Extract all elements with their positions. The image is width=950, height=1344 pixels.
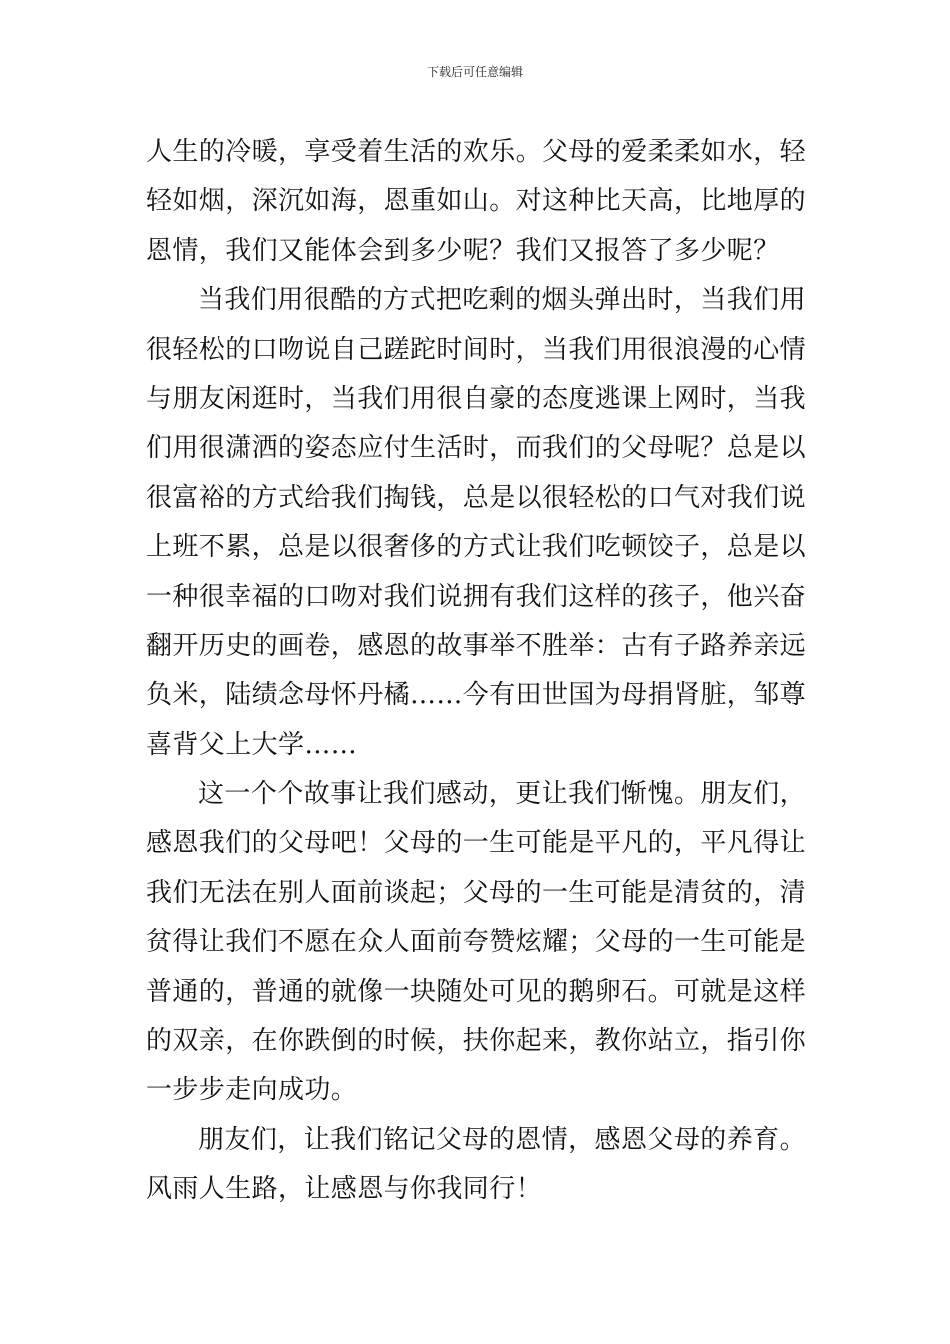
text-line: 负米，陆绩念母怀丹橘……今有田世国为母捐肾脏，邹尊 bbox=[146, 680, 807, 711]
document-body bbox=[146, 128, 806, 1215]
text-line: 风雨人生路，让感恩与你我同行！ bbox=[146, 1174, 543, 1205]
text-line: 人生的冷暖，享受着生活的欢乐。父母的爱柔柔如水，轻 bbox=[146, 137, 807, 167]
text-line: 我们无法在别人面前谈起；父母的一生可能是清贫的，清 bbox=[146, 877, 807, 908]
text-line: 当我们用很酷的方式把吃剩的烟头弹出时，当我们用 bbox=[198, 285, 806, 316]
page-header: 下载后可任意编辑 bbox=[426, 65, 523, 79]
text-line: 一步步走向成功。 bbox=[146, 1075, 358, 1106]
text-line: 翻开历史的画卷，感恩的故事举不胜举：古有子路养亲远 bbox=[146, 630, 807, 661]
text-line: 一种很幸福的口吻对我们说拥有我们这样的孩子，他兴奋 bbox=[146, 581, 807, 612]
text-line: 喜背父上大学…… bbox=[146, 729, 358, 760]
text-line: 与朋友闲逛时，当我们用很自豪的态度逃课上网时，当我 bbox=[146, 383, 807, 414]
text-line: 普通的，普通的就像一块随处可见的鹅卵石。可就是这样 bbox=[146, 976, 807, 1007]
text-line: 上班不累，总是以很奢侈的方式让我们吃顿饺子，总是以 bbox=[146, 532, 807, 563]
text-line: 贫得让我们不愿在众人面前夸赞炫耀；父母的一生可能是 bbox=[146, 927, 807, 958]
text-line: 轻如烟，深沉如海，恩重如山。对这种比天高，比地厚的 bbox=[146, 186, 807, 217]
text-line: 恩情，我们又能体会到多少呢？我们又报答了多少呢？ bbox=[146, 235, 780, 266]
text-line: 很富裕的方式给我们掏钱，总是以很轻松的口气对我们说 bbox=[146, 482, 807, 513]
text-line: 这一个个故事让我们感动，更让我们惭愧。朋友们， bbox=[198, 779, 806, 810]
text-line: 们用很潇洒的姿态应付生活时，而我们的父母呢？总是以 bbox=[146, 433, 807, 464]
text-line: 朋友们，让我们铭记父母的恩情，感恩父母的养育。 bbox=[198, 1124, 806, 1155]
text-line: 很轻松的口吻说自己蹉跎时间时，当我们用很浪漫的心情 bbox=[146, 334, 807, 365]
text-line: 感恩我们的父母吧！父母的一生可能是平凡的，平凡得让 bbox=[146, 828, 807, 859]
text-line: 的双亲，在你跌倒的时候，扶你起来，教你站立，指引你 bbox=[146, 1026, 807, 1057]
